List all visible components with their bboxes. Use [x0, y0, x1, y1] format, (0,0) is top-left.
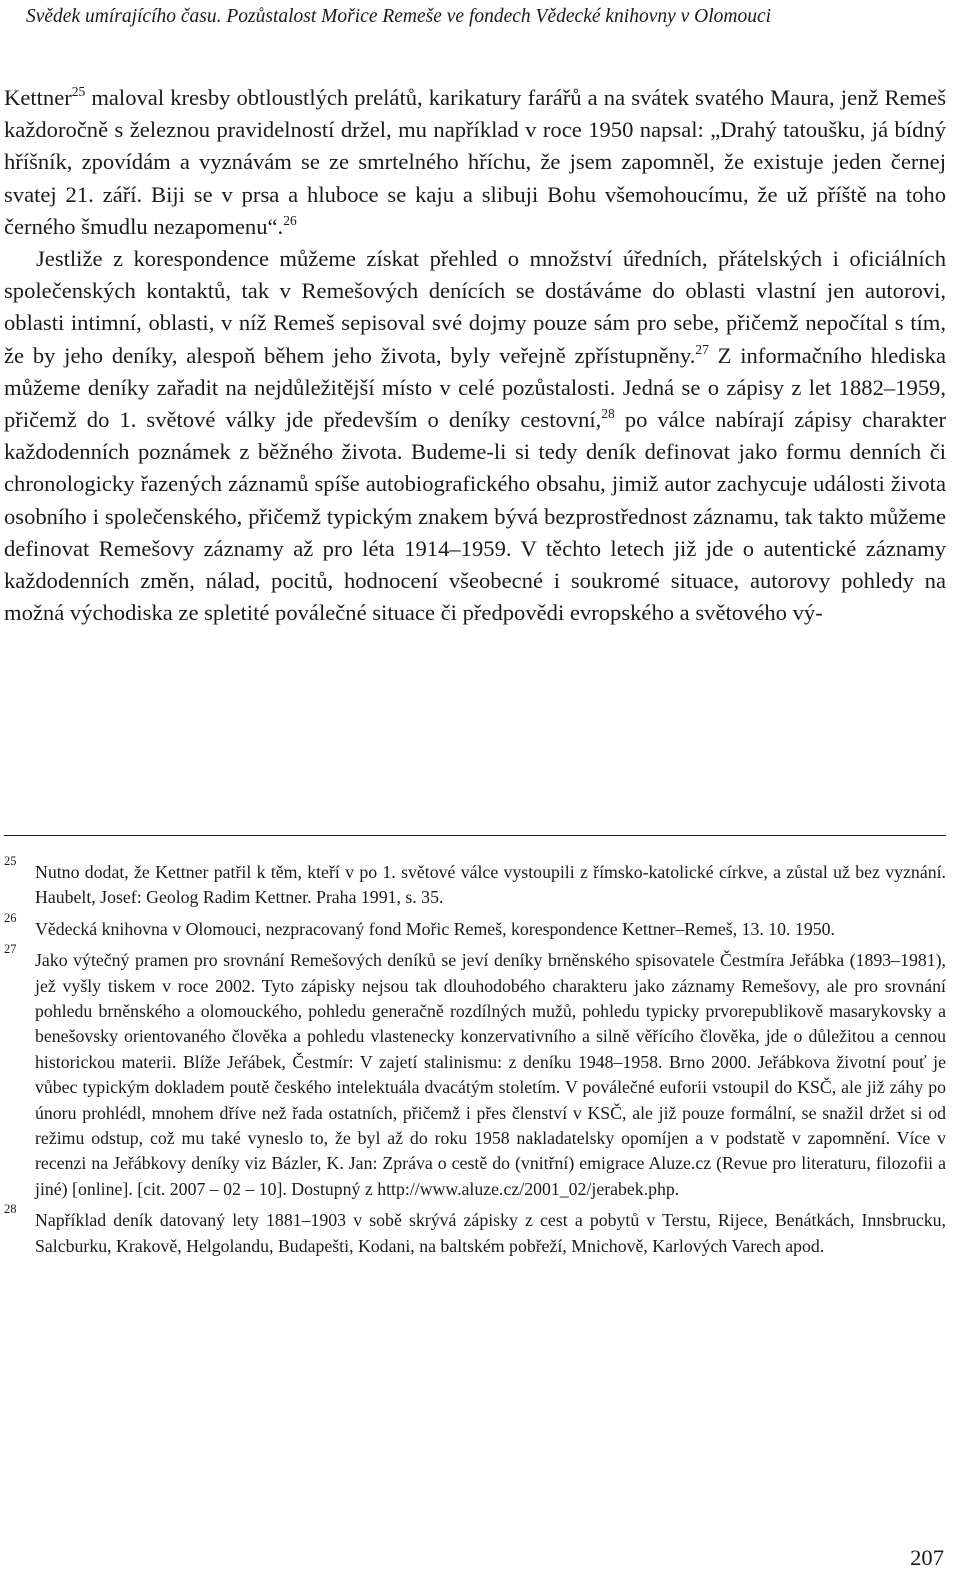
footnote-number: 26 — [4, 910, 17, 925]
paragraph-text: Z informačního hlediska můžeme deníky zařadit na nejdůležitější místo v celé pozůstalosti. Jedná se o zápisy z let 1882–1959, přičemž do 1. světové války jde především o deníky cestovní, — [4, 342, 946, 433]
paragraph-text: po válce nabírají zápisy charakter každodenních poznámek z běžného života. Budeme-li si tedy deník definovat jako formu denních či chronologicky řazených záznamů spíše autobiografického obsahu, jimiž autor zachycuje události života osobního i společenského, přičemž typickým znakem bývá bezprostřednost záznamu, tak takto můžeme definovat Remešovy záznamy až pro léta 1914–1959. V těchto letech již jde o autentické záznamy každodenních změn, nálad, pocitů, hodnocení všeobecné i soukromé situace, autorovy pohledy na možná východiska ze spletité poválečné situace či předpovědi evropského a světového vý- — [4, 407, 946, 626]
page-number: 207 — [910, 1545, 944, 1570]
footnote-26 — [4, 910, 946, 942]
footnote-divider — [4, 835, 946, 836]
footnote-25 — [4, 854, 946, 911]
footnote-ref-27[interactable]: 27 — [695, 341, 709, 357]
footnote-text: Nutno dodat, že Kettner patřil k těm, kteří v po 1. světové válce vystoupili z římsko-katolické církve, a zůstal už bez vyznání. Haubelt, Josef: Geolog Radim Kettner. Praha 1991, s. 35. — [35, 862, 946, 908]
footnote-number: 28 — [4, 1202, 17, 1217]
paragraph-text: Jestliže z korespondence můžeme získat přehled o množství úředních, přátelských i oficiálních společenských kontaktů, tak v Remešových denících se dostáváme do oblasti vlastní jen autorovi, oblasti intimní, oblasti, v níž Remeš sepisoval své dojmy pouze sám pro sebe, přičemž nepočítal s tím, že by jeho deníky, alespoň během jeho života, byly veřejně zpřístupněny. — [4, 246, 946, 368]
footnote-ref-28[interactable]: 28 — [601, 406, 615, 422]
paragraph-text: maloval kresby obtloustlých prelátů, karikatury farářů a na svátek svatého Maura, jenž Remeš každoročně s železnou pravidelností držel, mu například v roce 1950 napsal: „Drahý tatoušku, já bídný hříšník, zpovídám a vyznávám se ze smrtelného hříchu, že jsem zapomněl, že existuje jeden černej svatej 21. září. Biji se v prsa a hluboce se kaju a slibuji Bohu všemohoucímu, že už příště na toho černého šmudlu nezapomenu“. — [4, 85, 946, 239]
paragraph-1 — [4, 82, 946, 243]
footnote-27 — [4, 942, 946, 1202]
main-text — [4, 82, 946, 629]
footnote-ref-26[interactable]: 26 — [283, 212, 297, 228]
footnote-text: Například deník datovaný lety 1881–1903 v sobě skrývá zápisky z cest a pobytů v Terstu, Rijece, Benátkách, Innsbrucku, Salcburku, Krakově, Helgolandu, Budapešti, Kodani, na baltském pobřeží, Mnichově, Karlových Varech apod. — [35, 1210, 946, 1256]
paragraph-2 — [4, 243, 946, 629]
paragraph-text: Kettner — [4, 85, 72, 110]
running-header: Svědek umírajícího času. Pozůstalost Mořice Remeše ve fondech Vědecké knihovny v Olomouci — [26, 6, 772, 27]
footnotes — [4, 854, 946, 1265]
footnote-text: Jako výtečný pramen pro srovnání Remešových deníků se jeví deníky brněnského spisovatele Čestmíra Jeřábka (1893–1981), jež vyšly tiskem v roce 2002. Tyto zápisky nejsou tak dlouhodobého charakteru jako záznamy Remešovy, ale pro srovnání pohledu brněnského a olomouckého, pohledu generačně rozdílných mužů, pohledu typicky prvorepublikově masarykovsky a benešovsky orientovaného člověka a pohledu vlastenecky konzervativního a silně věřícího člověka, jde o důležitou a cennou historickou materii. Blíže Jeřábek, Čestmír: V zajetí stalinismu: z deníku 1948–1958. Brno 2000. Jeřábkova životní pouť je vůbec typickým dokladem poutě českého intelektuála dvacátým stoletím. V poválečné euforii vstoupil do KSČ, ale již záhy po únoru prohlédl, mnohem dříve než řada ostatních, přičemž i přes členství v KSČ, ale již pouze formální, se snažil držet si od režimu odstup, což mu také vyneslo to, že byl až do roku 1958 nakladatelsky opomíjen a v podstatě v zapomnění. Více v recenzi na Jeřábkovy deníky viz Bázler, K. Jan: Zpráva o cestě do (vnitřní) emigrace Aluze.cz (Revue pro literaturu, filozofii a jiné) [online]. [cit. 2007 – 02 – 10]. Dostupný z http://www.aluze.cz/2001_02/jerabek.php. — [35, 950, 946, 1199]
footnote-28 — [4, 1202, 946, 1259]
footnote-ref-25[interactable]: 25 — [71, 84, 86, 99]
footnote-text: Vědecká knihovna v Olomouci, nezpracovaný fond Mořic Remeš, korespondence Kettner–Remeš, 13. 10. 1950. — [35, 918, 835, 939]
footnote-number: 25 — [4, 854, 17, 868]
footnote-number: 27 — [4, 942, 17, 957]
